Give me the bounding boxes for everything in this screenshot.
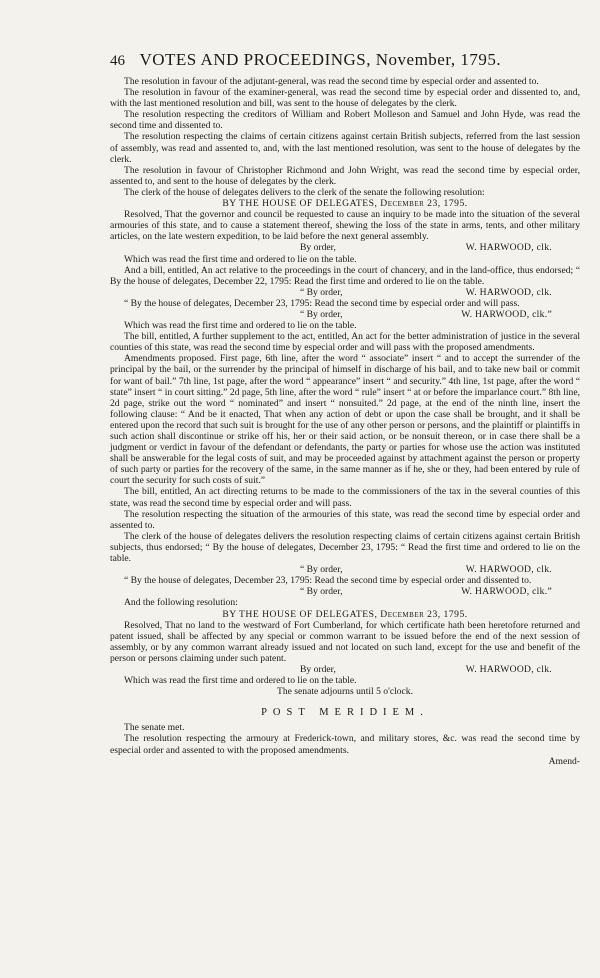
by-order: “ By order, xyxy=(300,586,343,598)
paragraph: The clerk of the house of delegates delivers to the clerk of the senate the following resolution: xyxy=(124,186,485,198)
paragraph: The resolution in favour of Christopher Richmond and John Wright, was read the second time by especial order, assented to, and sent to the house of delegates by the clerk. xyxy=(110,164,580,187)
clerk-name: W. HARWOOD, clk. xyxy=(465,663,552,675)
clerk-name: W. HARWOOD, clk. xyxy=(465,564,552,576)
section-heading: POST MERIDIEM. xyxy=(261,707,429,719)
resolution-text: Resolved, That no land to the westward of Fort Cumberland, for which certificate hath been heretofore returned and patent issued, shall be affected by any special or common warrant to be issued before the end of the next session of assembly, or by any common warrant already issued and not located on such land, except for the use and benefit of the person or persons claiming under such patent. xyxy=(110,619,580,664)
resolution-heading: BY THE HOUSE OF DELEGATES, December 23, 1795. xyxy=(222,608,468,620)
signature-line xyxy=(110,664,580,675)
paragraph: The resolution respecting the claims of certain citizens against certain British subjects, referred from the last session of assembly, was read and assented to, and, with the last mentioned resolution, was sent to the house of delegates by the clerk. xyxy=(110,131,580,165)
document-body xyxy=(110,76,580,767)
clerk-name: W. HARWOOD, clk. xyxy=(465,286,552,298)
clerk-name: W. HARWOOD, clk. xyxy=(465,242,552,254)
paragraph: Which was read the first time and ordered to lie on the table. xyxy=(124,253,357,265)
paragraph: The resolution respecting the armoury at Frederick-town, and military stores, &c. was read the second time by especial order and assented to with the proposed amendments. xyxy=(110,733,580,756)
catchword: Amend- xyxy=(548,755,580,767)
paragraph: Which was read the first time and ordered to lie on the table. xyxy=(124,320,357,332)
paragraph: “ By the house of delegates, December 23, 1795: Read the second time by especial order and will pass. xyxy=(124,297,520,309)
resolution-text: Resolved, That the governor and council be requested to cause an inquiry to be made into the situation of the several armouries of this state, and to cause a statement thereof, shewing the loss of the state in arms, tents, and other military articles, on the late western expedition, to be laid before the next general assembly. xyxy=(110,209,580,243)
paragraph: Which was read the first time and ordered to lie on the table. xyxy=(124,675,357,687)
paragraph: And a bill, entitled, An act relative to the proceedings in the court of chancery, and in the land-office, thus endorsed; “ By the house of delegates, December 22, 1795: Read the first time and ordered to lie on the table. xyxy=(110,264,580,287)
paragraph: The resolution respecting the creditors of William and Robert Molleson and Samuel and John Hyde, was read the second time and dissented to. xyxy=(110,109,580,132)
page-header xyxy=(110,50,501,70)
running-title: VOTES AND PROCEEDINGS, November, 1795. xyxy=(139,50,502,69)
page-number: 46 xyxy=(110,53,125,69)
paragraph: And the following resolution: xyxy=(124,597,238,609)
signature-line xyxy=(110,586,580,597)
paragraph: The senate met. xyxy=(124,722,185,734)
paragraph: The resolution in favour of the examiner-general, was read the second time by especial order and dissented to, and, with the last mentioned resolution and bill, was sent to the house of delegates by the clerk. xyxy=(110,87,580,110)
signature-line xyxy=(110,564,580,575)
signature-line xyxy=(110,242,580,253)
by-order: By order, xyxy=(300,242,336,254)
paragraph: “ By the house of delegates, December 23, 1795: Read the second time by especial order and dissented to. xyxy=(124,575,532,587)
paragraph: The resolution respecting the situation of the armouries of this state, was read the second time by especial order and assented to. xyxy=(110,508,580,531)
signature-line xyxy=(110,309,580,320)
clerk-name: W. HARWOOD, clk.” xyxy=(461,308,552,320)
clerk-name: W. HARWOOD, clk.” xyxy=(461,586,552,598)
by-order: “ By order, xyxy=(300,286,343,298)
paragraph: The resolution in favour of the adjutant-general, was read the second time by especial order and assented to. xyxy=(124,76,539,87)
paragraph: Amendments proposed. First page, 6th line, after the word “ associate” insert “ and to accept the surrender of the principal by the bail, or the surrender by the principal of himself in discharge of his bail, and to take new bail or commit for want of bail.” 7th line, 1st page, after the word “ appearance” insert “ and security.” 4th line, 1st page, after the word “ state” insert “ in court sitting.” 2d page, 5th line, after the word “ rule” insert “ at or before the imparlance court.” 8th line, 2d page, strike out the word “ nominated” and insert “ nonsuited.” 2d page, at the end of the ninth line, insert the following clause: “ And be it enacted, That when any action of debt or upon the case shall be brought, and it shall be entered upon the record that such suit is brought for the use of any other person or persons, and the plaintiff or plaintiffs in such action shall discontinue or strike off his, her or their said action, or be nonsuit thereon, or in case there shall be a judgment or verdict in favour of the defendant or defendants, the party or parties for whose use the action was instituted shall be answerable for the legal costs of suit, and may be proceeded against by attachment against the person or property of such party or parties for the recovery of the same, in the same manner as if he, she or they, had been entered by rule of court the security for such costs of suit.” xyxy=(110,353,580,487)
paragraph: The bill, entitled, A further supplement to the act, entitled, An act for the better administration of justice in the several counties of this state, was read the second time by especial order and will pass with the proposed amendments. xyxy=(110,331,580,354)
by-order: “ By order, xyxy=(300,308,343,320)
paragraph: The clerk of the house of delegates delivers the resolution respecting claims of certain citizens against certain British subjects, thus endorsed; “ By the house of delegates, December 23, 1795: “ Read the first time and ordered to lie on the table. xyxy=(110,530,580,565)
by-order: By order, xyxy=(300,663,336,675)
paragraph: The bill, entitled, An act directing returns to be made to the commissioners of the tax in the several counties of this state, was read the second time by especial order and will pass. xyxy=(110,486,580,509)
by-order: “ By order, xyxy=(300,564,343,576)
adjournment: The senate adjourns until 5 o'clock. xyxy=(276,686,413,698)
resolution-heading: BY THE HOUSE OF DELEGATES, December 23, 1795. xyxy=(222,198,468,210)
signature-line xyxy=(110,287,580,298)
